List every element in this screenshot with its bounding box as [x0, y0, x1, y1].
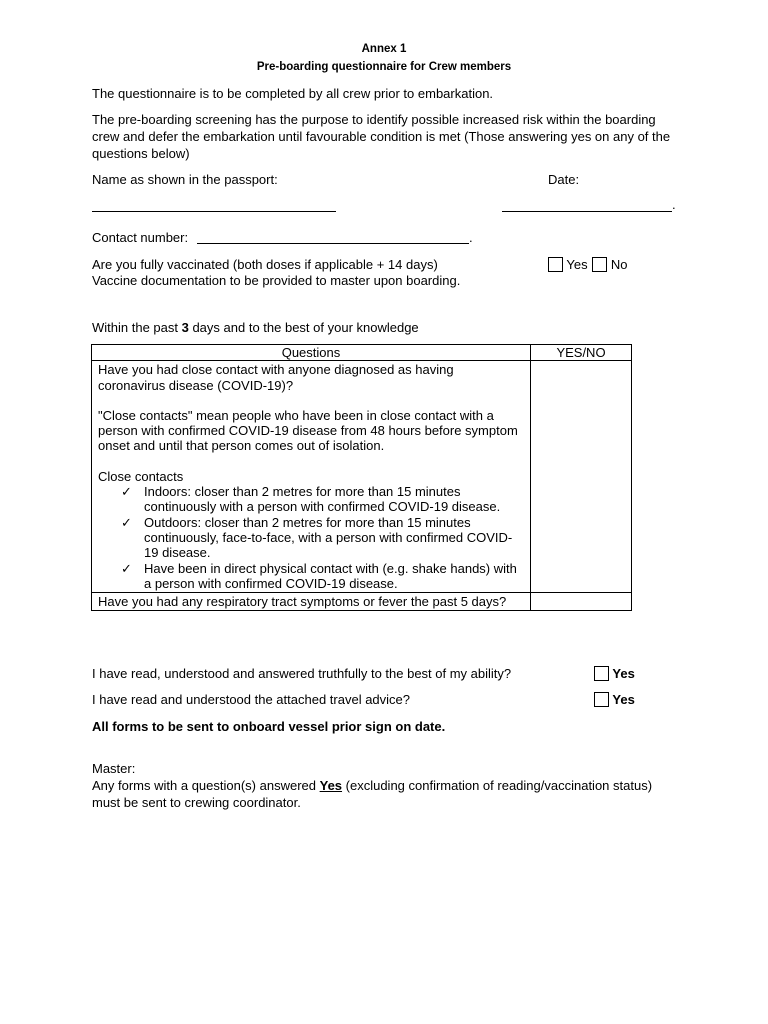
- confirmation-1-checkbox[interactable]: [594, 666, 609, 681]
- master-label: Master:: [92, 761, 136, 776]
- checkmark-icon: ✓: [121, 514, 132, 530]
- period-statement: [92, 319, 419, 336]
- period-prefix: Within the past: [92, 320, 182, 335]
- close-contact-definition: "Close contacts" mean people who have been in close contact with a person with confirmed COVID-19 disease from 48 hours before symptom onset and until that person comes out of isolation.: [98, 407, 518, 454]
- master-instruction-emphasis: Yes: [319, 778, 343, 793]
- question-1-cell: [92, 361, 531, 593]
- contact-input-line[interactable]: [197, 243, 469, 244]
- vaccinated-yes-checkbox[interactable]: [548, 257, 563, 272]
- table-row: [92, 361, 632, 593]
- confirmation-2-yes-label: Yes: [612, 692, 635, 707]
- master-instruction-prefix: Any forms with a question(s) answered: [92, 778, 320, 793]
- checkmark-icon: ✓: [121, 560, 132, 576]
- confirmation-1-text: I have read, understood and answered truthfully to the best of my ability?: [92, 666, 512, 681]
- confirmation-2-checkbox[interactable]: [594, 692, 609, 707]
- close-contacts-title: Close contacts: [98, 468, 184, 484]
- master-instruction: [92, 777, 677, 811]
- forms-notice: All forms to be sent to onboard vessel prior sign on date.: [92, 719, 446, 734]
- period-suffix: days and to the best of your knowledge: [188, 320, 419, 335]
- intro-paragraph-2: The pre-boarding screening has the purpose to identify possible increased risk within the boarding crew and defer the embarkation until favourable condition is met (Those answering yes on any of the questions below): [92, 112, 671, 161]
- name-input-line[interactable]: [92, 211, 336, 212]
- questions-table: [91, 344, 632, 611]
- confirmation-2-text: I have read and understood the attached travel advice?: [92, 692, 410, 707]
- master-instruction-suffix: (excluding confirmation of reading/vaccination status) must be sent to crewing coordinator.: [92, 778, 653, 810]
- confirmation-2-option: [594, 691, 635, 708]
- question-1-text: Have you had close contact with anyone diagnosed as having coronavirus disease (COVID-19)?: [98, 362, 454, 393]
- list-item: [121, 515, 524, 561]
- date-input-line[interactable]: [502, 211, 672, 212]
- question-2-cell: Have you had any respiratory tract symptoms or fever the past 5 days?: [92, 593, 531, 611]
- contact-period: .: [469, 230, 473, 245]
- table-header-row: [92, 345, 632, 361]
- annex-label: Annex 1: [361, 43, 407, 55]
- checkmark-icon: ✓: [121, 484, 132, 500]
- list-item: [121, 561, 524, 592]
- question-2-answer-cell[interactable]: [531, 593, 632, 611]
- list-item-text: Outdoors: closer than 2 metres for more than 15 minutes continuously, face-to-face, with a person with confirmed COVID-19 disease.: [144, 514, 513, 561]
- confirmation-1-yes-label: Yes: [612, 666, 635, 681]
- list-item-text: Indoors: closer than 2 metres for more than 15 minutes continuously with a person with confirmed COVID-19 disease.: [144, 484, 501, 515]
- confirmation-1-option: [594, 665, 635, 682]
- vaccinated-yes-label: Yes: [566, 257, 588, 272]
- vaccination-options: [548, 256, 627, 273]
- form-title: Pre-boarding questionnaire for Crew members: [256, 61, 512, 73]
- list-item: [121, 484, 524, 515]
- name-label: Name as shown in the passport:: [92, 172, 278, 187]
- answer-column-header: YES/NO: [531, 345, 632, 361]
- question-1-answer-cell[interactable]: [531, 361, 632, 593]
- contact-label: Contact number:: [92, 230, 189, 245]
- vaccinated-no-label: No: [610, 257, 628, 272]
- period-days: 3: [181, 320, 189, 335]
- date-period: .: [672, 197, 676, 212]
- vaccinated-no-checkbox[interactable]: [592, 257, 607, 272]
- vaccination-note: Vaccine documentation to be provided to master upon boarding.: [92, 273, 461, 288]
- table-row: [92, 593, 632, 611]
- date-label: Date:: [548, 172, 580, 187]
- questions-column-header: Questions: [92, 345, 531, 361]
- intro-paragraph-1: The questionnaire is to be completed by all crew prior to embarkation.: [92, 86, 494, 101]
- list-item-text: Have been in direct physical contact with (e.g. shake hands) with a person with confirmed COVID-19 disease.: [144, 560, 517, 591]
- vaccination-question: Are you fully vaccinated (both doses if applicable + 14 days): [92, 257, 438, 272]
- close-contacts-list: [98, 484, 524, 591]
